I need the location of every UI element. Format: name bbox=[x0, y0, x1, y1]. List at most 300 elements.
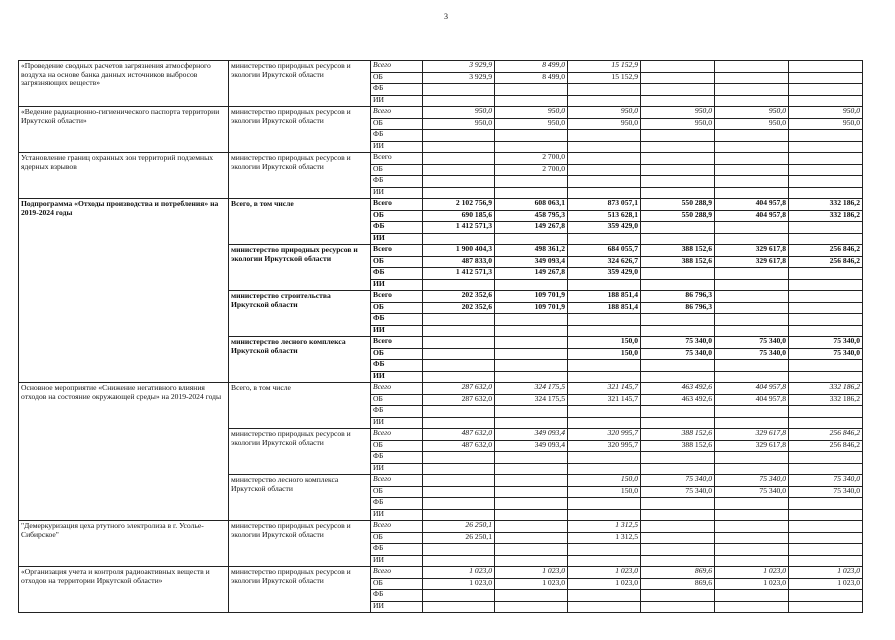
amount-cell bbox=[715, 84, 789, 96]
amount-cell bbox=[789, 509, 863, 521]
amount-cell: 487 632,0 bbox=[423, 429, 495, 441]
amount-cell bbox=[423, 601, 495, 613]
amount-cell bbox=[568, 544, 641, 556]
amount-cell bbox=[495, 371, 568, 383]
amount-cell: 75 340,0 bbox=[715, 486, 789, 498]
amount-cell: 320 995,7 bbox=[568, 440, 641, 452]
amount-cell bbox=[789, 601, 863, 613]
amount-cell: 332 186,2 bbox=[789, 383, 863, 395]
amount-cell: 1 023,0 bbox=[789, 567, 863, 579]
executor-cell: министерство природных ресурсов и экологии Иркутской области bbox=[229, 429, 371, 475]
amount-cell bbox=[789, 153, 863, 165]
amount-cell bbox=[789, 222, 863, 234]
amount-cell: 1 900 404,3 bbox=[423, 245, 495, 257]
source-cell: ИИ bbox=[371, 95, 423, 107]
amount-cell: 256 846,2 bbox=[789, 440, 863, 452]
amount-cell: 1 023,0 bbox=[568, 578, 641, 590]
amount-cell bbox=[641, 61, 715, 73]
amount-cell bbox=[715, 291, 789, 303]
amount-cell bbox=[423, 95, 495, 107]
source-cell: Всего bbox=[371, 429, 423, 441]
source-cell: ФБ bbox=[371, 360, 423, 372]
amount-cell bbox=[495, 590, 568, 602]
amount-cell: 332 186,2 bbox=[789, 210, 863, 222]
amount-cell: 359 429,0 bbox=[568, 222, 641, 234]
source-cell: Всего bbox=[371, 291, 423, 303]
amount-cell: 188 851,4 bbox=[568, 291, 641, 303]
amount-cell bbox=[568, 95, 641, 107]
amount-cell: 950,0 bbox=[495, 107, 568, 119]
amount-cell bbox=[789, 141, 863, 153]
source-cell: ОБ bbox=[371, 532, 423, 544]
amount-cell: 75 340,0 bbox=[789, 475, 863, 487]
amount-cell bbox=[789, 463, 863, 475]
amount-cell bbox=[495, 475, 568, 487]
amount-cell: 684 055,7 bbox=[568, 245, 641, 257]
amount-cell bbox=[423, 544, 495, 556]
amount-cell bbox=[423, 279, 495, 291]
amount-cell bbox=[495, 452, 568, 464]
amount-cell bbox=[715, 544, 789, 556]
amount-cell bbox=[423, 337, 495, 349]
amount-cell bbox=[423, 187, 495, 199]
table-row bbox=[19, 153, 863, 165]
amount-cell bbox=[641, 532, 715, 544]
amount-cell: 329 617,8 bbox=[715, 440, 789, 452]
measure-name: «Организация учета и контроля радиоактивных веществ и отходов на территории Иркутской области» bbox=[19, 567, 229, 613]
amount-cell: 75 340,0 bbox=[715, 337, 789, 349]
amount-cell: 324 626,7 bbox=[568, 256, 641, 268]
amount-cell: 950,0 bbox=[641, 118, 715, 130]
amount-cell bbox=[715, 360, 789, 372]
amount-cell bbox=[568, 314, 641, 326]
amount-cell: 321 145,7 bbox=[568, 383, 641, 395]
amount-cell: 202 352,6 bbox=[423, 291, 495, 303]
amount-cell bbox=[568, 176, 641, 188]
amount-cell bbox=[789, 302, 863, 314]
amount-cell bbox=[423, 463, 495, 475]
source-cell: ИИ bbox=[371, 509, 423, 521]
amount-cell: 404 957,8 bbox=[715, 394, 789, 406]
amount-cell bbox=[423, 452, 495, 464]
source-cell: ОБ bbox=[371, 394, 423, 406]
amount-cell bbox=[789, 325, 863, 337]
amount-cell bbox=[715, 141, 789, 153]
amount-cell bbox=[715, 463, 789, 475]
amount-cell bbox=[789, 187, 863, 199]
amount-cell: 329 617,8 bbox=[715, 256, 789, 268]
amount-cell bbox=[568, 233, 641, 245]
amount-cell bbox=[423, 164, 495, 176]
amount-cell: 1 023,0 bbox=[423, 578, 495, 590]
amount-cell: 150,0 bbox=[568, 337, 641, 349]
amount-cell: 950,0 bbox=[495, 118, 568, 130]
amount-cell bbox=[789, 268, 863, 280]
table-row bbox=[19, 567, 863, 579]
amount-cell bbox=[641, 153, 715, 165]
amount-cell: 869,6 bbox=[641, 578, 715, 590]
amount-cell bbox=[495, 360, 568, 372]
amount-cell bbox=[423, 417, 495, 429]
amount-cell bbox=[568, 498, 641, 510]
amount-cell: 2 102 756,9 bbox=[423, 199, 495, 211]
source-cell: ИИ bbox=[371, 601, 423, 613]
amount-cell bbox=[423, 314, 495, 326]
amount-cell: 75 340,0 bbox=[789, 348, 863, 360]
amount-cell bbox=[641, 406, 715, 418]
amount-cell: 287 632,0 bbox=[423, 383, 495, 395]
amount-cell: 256 846,2 bbox=[789, 245, 863, 257]
amount-cell bbox=[715, 371, 789, 383]
amount-cell: 75 340,0 bbox=[715, 348, 789, 360]
amount-cell bbox=[495, 279, 568, 291]
amount-cell bbox=[495, 348, 568, 360]
table-row bbox=[19, 107, 863, 119]
amount-cell bbox=[789, 555, 863, 567]
amount-cell bbox=[641, 360, 715, 372]
amount-cell: 873 057,1 bbox=[568, 199, 641, 211]
amount-cell bbox=[495, 141, 568, 153]
source-cell: ФБ bbox=[371, 84, 423, 96]
amount-cell bbox=[495, 406, 568, 418]
amount-cell bbox=[641, 590, 715, 602]
amount-cell bbox=[641, 452, 715, 464]
amount-cell bbox=[789, 532, 863, 544]
amount-cell: 320 995,7 bbox=[568, 429, 641, 441]
amount-cell bbox=[789, 72, 863, 84]
amount-cell bbox=[568, 141, 641, 153]
source-cell: ОБ bbox=[371, 256, 423, 268]
amount-cell bbox=[641, 544, 715, 556]
amount-cell bbox=[641, 555, 715, 567]
source-cell: ОБ bbox=[371, 210, 423, 222]
amount-cell bbox=[789, 279, 863, 291]
amount-cell: 3 929,9 bbox=[423, 61, 495, 73]
amount-cell bbox=[715, 498, 789, 510]
source-cell: ФБ bbox=[371, 498, 423, 510]
source-cell: Всего bbox=[371, 245, 423, 257]
source-cell: Всего bbox=[371, 153, 423, 165]
amount-cell: 404 957,8 bbox=[715, 383, 789, 395]
source-cell: ОБ bbox=[371, 348, 423, 360]
amount-cell bbox=[789, 233, 863, 245]
amount-cell bbox=[715, 302, 789, 314]
amount-cell: 8 499,0 bbox=[495, 72, 568, 84]
amount-cell bbox=[568, 360, 641, 372]
amount-cell: 8 499,0 bbox=[495, 61, 568, 73]
amount-cell: 15 152,9 bbox=[568, 61, 641, 73]
amount-cell bbox=[715, 314, 789, 326]
source-cell: ФБ bbox=[371, 452, 423, 464]
amount-cell bbox=[423, 325, 495, 337]
amount-cell bbox=[495, 417, 568, 429]
amount-cell: 388 152,6 bbox=[641, 245, 715, 257]
amount-cell: 324 175,5 bbox=[495, 383, 568, 395]
amount-cell bbox=[568, 325, 641, 337]
amount-cell: 458 795,3 bbox=[495, 210, 568, 222]
amount-cell bbox=[789, 61, 863, 73]
amount-cell bbox=[568, 153, 641, 165]
amount-cell bbox=[495, 314, 568, 326]
amount-cell: 950,0 bbox=[423, 107, 495, 119]
amount-cell bbox=[423, 130, 495, 142]
amount-cell: 869,6 bbox=[641, 567, 715, 579]
amount-cell: 404 957,8 bbox=[715, 210, 789, 222]
amount-cell: 950,0 bbox=[789, 118, 863, 130]
amount-cell bbox=[568, 555, 641, 567]
executor-cell: министерство природных ресурсов и экологии Иркутской области bbox=[229, 61, 371, 107]
source-cell: ОБ bbox=[371, 302, 423, 314]
source-cell: ФБ bbox=[371, 406, 423, 418]
amount-cell: 1 023,0 bbox=[568, 567, 641, 579]
source-cell: ИИ bbox=[371, 279, 423, 291]
amount-cell: 150,0 bbox=[568, 486, 641, 498]
budget-table bbox=[18, 60, 863, 613]
amount-cell bbox=[495, 486, 568, 498]
amount-cell bbox=[423, 555, 495, 567]
executor-cell: министерство лесного комплекса Иркутской области bbox=[229, 337, 371, 383]
amount-cell: 513 628,1 bbox=[568, 210, 641, 222]
source-cell: Всего bbox=[371, 521, 423, 533]
amount-cell bbox=[423, 360, 495, 372]
amount-cell: 950,0 bbox=[715, 107, 789, 119]
amount-cell: 86 796,3 bbox=[641, 302, 715, 314]
amount-cell: 75 340,0 bbox=[789, 486, 863, 498]
amount-cell bbox=[715, 187, 789, 199]
amount-cell bbox=[715, 452, 789, 464]
amount-cell bbox=[423, 348, 495, 360]
amount-cell bbox=[568, 509, 641, 521]
amount-cell bbox=[423, 475, 495, 487]
amount-cell bbox=[423, 509, 495, 521]
amount-cell: 388 152,6 bbox=[641, 440, 715, 452]
amount-cell bbox=[495, 233, 568, 245]
table-row bbox=[19, 61, 863, 73]
source-cell: ИИ bbox=[371, 463, 423, 475]
amount-cell bbox=[715, 555, 789, 567]
source-cell: ИИ bbox=[371, 141, 423, 153]
amount-cell: 1 023,0 bbox=[423, 567, 495, 579]
amount-cell bbox=[789, 314, 863, 326]
table-row bbox=[19, 521, 863, 533]
amount-cell: 349 093,4 bbox=[495, 256, 568, 268]
source-cell: ОБ bbox=[371, 164, 423, 176]
amount-cell: 321 145,7 bbox=[568, 394, 641, 406]
amount-cell: 950,0 bbox=[715, 118, 789, 130]
amount-cell: 1 312,5 bbox=[568, 521, 641, 533]
amount-cell: 349 093,4 bbox=[495, 440, 568, 452]
source-cell: Всего bbox=[371, 475, 423, 487]
source-cell: Всего bbox=[371, 107, 423, 119]
amount-cell bbox=[789, 84, 863, 96]
amount-cell bbox=[789, 291, 863, 303]
amount-cell: 950,0 bbox=[423, 118, 495, 130]
amount-cell: 324 175,5 bbox=[495, 394, 568, 406]
amount-cell bbox=[423, 153, 495, 165]
table-row bbox=[19, 383, 863, 395]
amount-cell: 1 023,0 bbox=[715, 578, 789, 590]
source-cell: Всего bbox=[371, 337, 423, 349]
amount-cell bbox=[423, 176, 495, 188]
amount-cell bbox=[789, 164, 863, 176]
amount-cell bbox=[568, 463, 641, 475]
amount-cell bbox=[641, 130, 715, 142]
amount-cell bbox=[789, 360, 863, 372]
amount-cell: 463 492,6 bbox=[641, 383, 715, 395]
amount-cell: 86 796,3 bbox=[641, 291, 715, 303]
amount-cell bbox=[495, 532, 568, 544]
amount-cell bbox=[715, 532, 789, 544]
amount-cell bbox=[715, 279, 789, 291]
amount-cell bbox=[495, 84, 568, 96]
source-cell: ОБ bbox=[371, 486, 423, 498]
source-cell: ИИ bbox=[371, 417, 423, 429]
amount-cell: 75 340,0 bbox=[641, 486, 715, 498]
amount-cell bbox=[715, 72, 789, 84]
amount-cell: 404 957,8 bbox=[715, 199, 789, 211]
source-cell: ИИ bbox=[371, 187, 423, 199]
amount-cell: 1 023,0 bbox=[715, 567, 789, 579]
amount-cell: 109 701,9 bbox=[495, 291, 568, 303]
amount-cell bbox=[568, 84, 641, 96]
amount-cell bbox=[641, 187, 715, 199]
amount-cell bbox=[641, 176, 715, 188]
amount-cell: 329 617,8 bbox=[715, 429, 789, 441]
amount-cell: 388 152,6 bbox=[641, 429, 715, 441]
amount-cell: 487 833,0 bbox=[423, 256, 495, 268]
amount-cell bbox=[495, 521, 568, 533]
amount-cell: 26 250,1 bbox=[423, 532, 495, 544]
amount-cell bbox=[641, 72, 715, 84]
source-cell: Всего bbox=[371, 61, 423, 73]
amount-cell bbox=[641, 268, 715, 280]
measure-name: Основное мероприятие «Снижение негативного влияния отходов на состояние окружающей среды» на 2019-2024 годы bbox=[19, 383, 229, 521]
amount-cell bbox=[641, 279, 715, 291]
amount-cell bbox=[568, 590, 641, 602]
amount-cell bbox=[641, 498, 715, 510]
executor-cell: министерство природных ресурсов и экологии Иркутской области bbox=[229, 245, 371, 291]
source-cell: ОБ bbox=[371, 118, 423, 130]
amount-cell: 256 846,2 bbox=[789, 256, 863, 268]
amount-cell bbox=[641, 325, 715, 337]
amount-cell bbox=[495, 601, 568, 613]
amount-cell bbox=[641, 509, 715, 521]
amount-cell bbox=[568, 187, 641, 199]
amount-cell bbox=[789, 95, 863, 107]
amount-cell bbox=[789, 417, 863, 429]
amount-cell bbox=[789, 371, 863, 383]
amount-cell bbox=[495, 498, 568, 510]
amount-cell bbox=[641, 141, 715, 153]
amount-cell bbox=[495, 130, 568, 142]
amount-cell bbox=[423, 141, 495, 153]
executor-cell: министерство природных ресурсов и экологии Иркутской области bbox=[229, 567, 371, 613]
amount-cell: 550 288,9 bbox=[641, 210, 715, 222]
amount-cell: 388 152,6 bbox=[641, 256, 715, 268]
amount-cell bbox=[568, 417, 641, 429]
amount-cell bbox=[568, 601, 641, 613]
amount-cell: 487 632,0 bbox=[423, 440, 495, 452]
amount-cell: 1 412 571,3 bbox=[423, 268, 495, 280]
source-cell: ФБ bbox=[371, 590, 423, 602]
amount-cell bbox=[789, 406, 863, 418]
amount-cell: 150,0 bbox=[568, 348, 641, 360]
amount-cell bbox=[641, 371, 715, 383]
source-cell: ФБ bbox=[371, 268, 423, 280]
amount-cell bbox=[715, 417, 789, 429]
amount-cell: 332 186,2 bbox=[789, 199, 863, 211]
amount-cell: 2 700,0 bbox=[495, 153, 568, 165]
source-cell: ИИ bbox=[371, 555, 423, 567]
amount-cell bbox=[495, 176, 568, 188]
amount-cell: 950,0 bbox=[789, 107, 863, 119]
amount-cell: 75 340,0 bbox=[715, 475, 789, 487]
amount-cell bbox=[715, 509, 789, 521]
amount-cell bbox=[641, 463, 715, 475]
amount-cell bbox=[789, 176, 863, 188]
amount-cell bbox=[495, 325, 568, 337]
amount-cell bbox=[641, 417, 715, 429]
amount-cell bbox=[641, 84, 715, 96]
amount-cell bbox=[568, 130, 641, 142]
amount-cell: 149 267,8 bbox=[495, 268, 568, 280]
amount-cell bbox=[423, 406, 495, 418]
amount-cell: 690 185,6 bbox=[423, 210, 495, 222]
amount-cell bbox=[423, 233, 495, 245]
amount-cell bbox=[568, 406, 641, 418]
amount-cell bbox=[495, 509, 568, 521]
amount-cell: 329 617,8 bbox=[715, 245, 789, 257]
amount-cell bbox=[715, 521, 789, 533]
executor-cell: министерство природных ресурсов и экологии Иркутской области bbox=[229, 153, 371, 199]
amount-cell bbox=[423, 498, 495, 510]
amount-cell bbox=[423, 371, 495, 383]
amount-cell: 75 340,0 bbox=[641, 337, 715, 349]
source-cell: ФБ bbox=[371, 222, 423, 234]
amount-cell bbox=[715, 95, 789, 107]
amount-cell bbox=[715, 233, 789, 245]
measure-name: "Демеркуризация цеха ртутного электролиза в г. Усолье-Сибирское" bbox=[19, 521, 229, 567]
amount-cell: 75 340,0 bbox=[641, 475, 715, 487]
amount-cell bbox=[495, 463, 568, 475]
source-cell: Всего bbox=[371, 567, 423, 579]
source-cell: ИИ bbox=[371, 371, 423, 383]
amount-cell: 26 250,1 bbox=[423, 521, 495, 533]
source-cell: ОБ bbox=[371, 578, 423, 590]
amount-cell: 188 851,4 bbox=[568, 302, 641, 314]
amount-cell: 349 093,4 bbox=[495, 429, 568, 441]
amount-cell bbox=[641, 521, 715, 533]
amount-cell bbox=[423, 486, 495, 498]
source-cell: Всего bbox=[371, 383, 423, 395]
amount-cell: 15 152,9 bbox=[568, 72, 641, 84]
source-cell: Всего bbox=[371, 199, 423, 211]
amount-cell: 463 492,6 bbox=[641, 394, 715, 406]
amount-cell: 1 312,5 bbox=[568, 532, 641, 544]
amount-cell bbox=[423, 84, 495, 96]
amount-cell: 359 429,0 bbox=[568, 268, 641, 280]
amount-cell bbox=[715, 406, 789, 418]
amount-cell bbox=[715, 61, 789, 73]
executor-cell: Всего, в том числе bbox=[229, 199, 371, 245]
amount-cell bbox=[641, 233, 715, 245]
amount-cell bbox=[715, 164, 789, 176]
source-cell: ФБ bbox=[371, 130, 423, 142]
amount-cell bbox=[495, 187, 568, 199]
amount-cell bbox=[715, 325, 789, 337]
amount-cell bbox=[789, 498, 863, 510]
source-cell: ФБ bbox=[371, 314, 423, 326]
